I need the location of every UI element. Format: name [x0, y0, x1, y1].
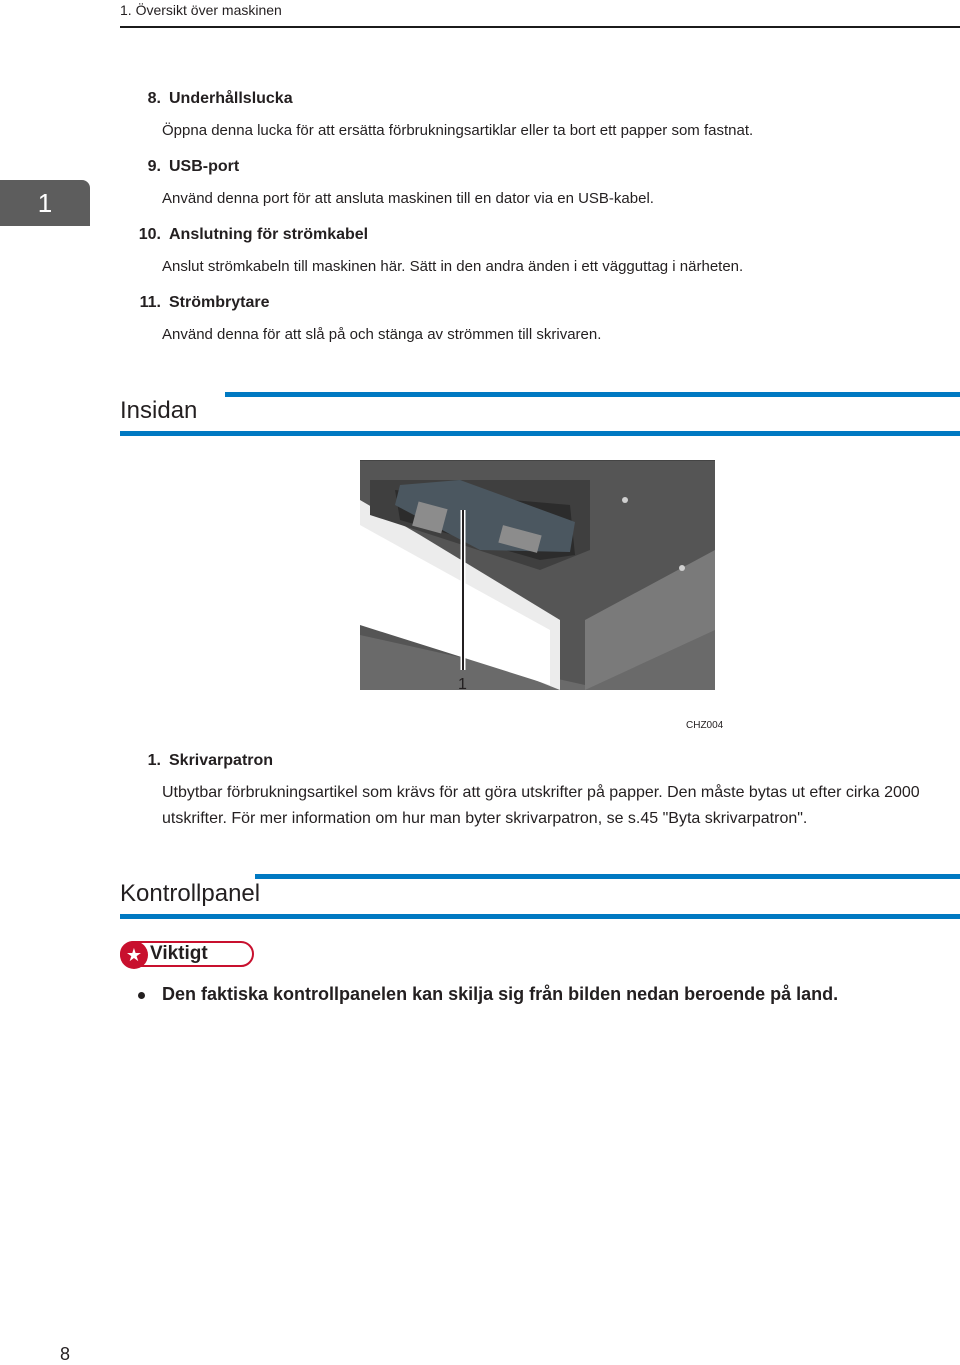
bullet-text: Den faktiska kontrollpanelen kan skilja sig från bilden nedan beroende på land. [162, 984, 839, 1004]
section-bar-bottom [120, 914, 960, 919]
list-item [120, 226, 950, 280]
item-description: Anslut strömkabeln till maskinen här. Sätt in den andra änden i ett vägguttag i närheten. [162, 258, 744, 275]
item-title: Strömbrytare [169, 294, 270, 311]
list-item [120, 90, 950, 144]
running-header: 1. Översikt över maskinen [120, 2, 282, 18]
item-title: Anslutning för strömkabel [169, 226, 369, 243]
header-rule [120, 26, 960, 28]
item-description: Använd denna port för att ansluta maskinen till en dator via en USB-kabel. [162, 190, 654, 207]
item-number: 9. [147, 158, 161, 175]
item-title: Skrivarpatron [169, 752, 274, 769]
section-bar-top [255, 874, 960, 879]
bullet-icon [138, 992, 145, 999]
figure-code: CHZ004 [686, 720, 724, 731]
figure-callout: 1 [458, 676, 467, 693]
item-number: 11. [139, 294, 161, 311]
list-item [120, 294, 950, 348]
item-title: USB-port [169, 158, 240, 175]
item-number: 1. [147, 752, 161, 769]
section-bar-bottom [120, 431, 960, 436]
printer-inside-illustration [360, 460, 720, 735]
item-description: Öppna denna lucka för att ersätta förbrukningsartiklar eller ta bort ett papper som fastnat. [162, 122, 754, 139]
important-label: Viktigt [150, 943, 208, 964]
chapter-tab: 1 [0, 180, 90, 226]
list-item [120, 158, 950, 212]
page-number: 8 [60, 1344, 71, 1364]
item-description: Utbytbar förbrukningsartikel som krävs för att göra utskrifter på papper. Den måste bytas ut efter cirka 2000 utskrifter. För mer information om hur man byter skrivarpatron, se s.45 "Byta skrivarpatron". [162, 784, 920, 827]
item-number: 8. [147, 90, 161, 107]
item-title: Underhållslucka [169, 90, 293, 107]
star-icon: ★ [120, 941, 148, 969]
list-item [120, 752, 950, 832]
item-number: 10. [138, 226, 161, 243]
section-heading-panel: Kontrollpanel [120, 880, 261, 907]
section-heading-inside: Insidan [120, 397, 198, 424]
item-description: Använd denna för att slå på och stänga av strömmen till skrivaren. [162, 326, 602, 343]
